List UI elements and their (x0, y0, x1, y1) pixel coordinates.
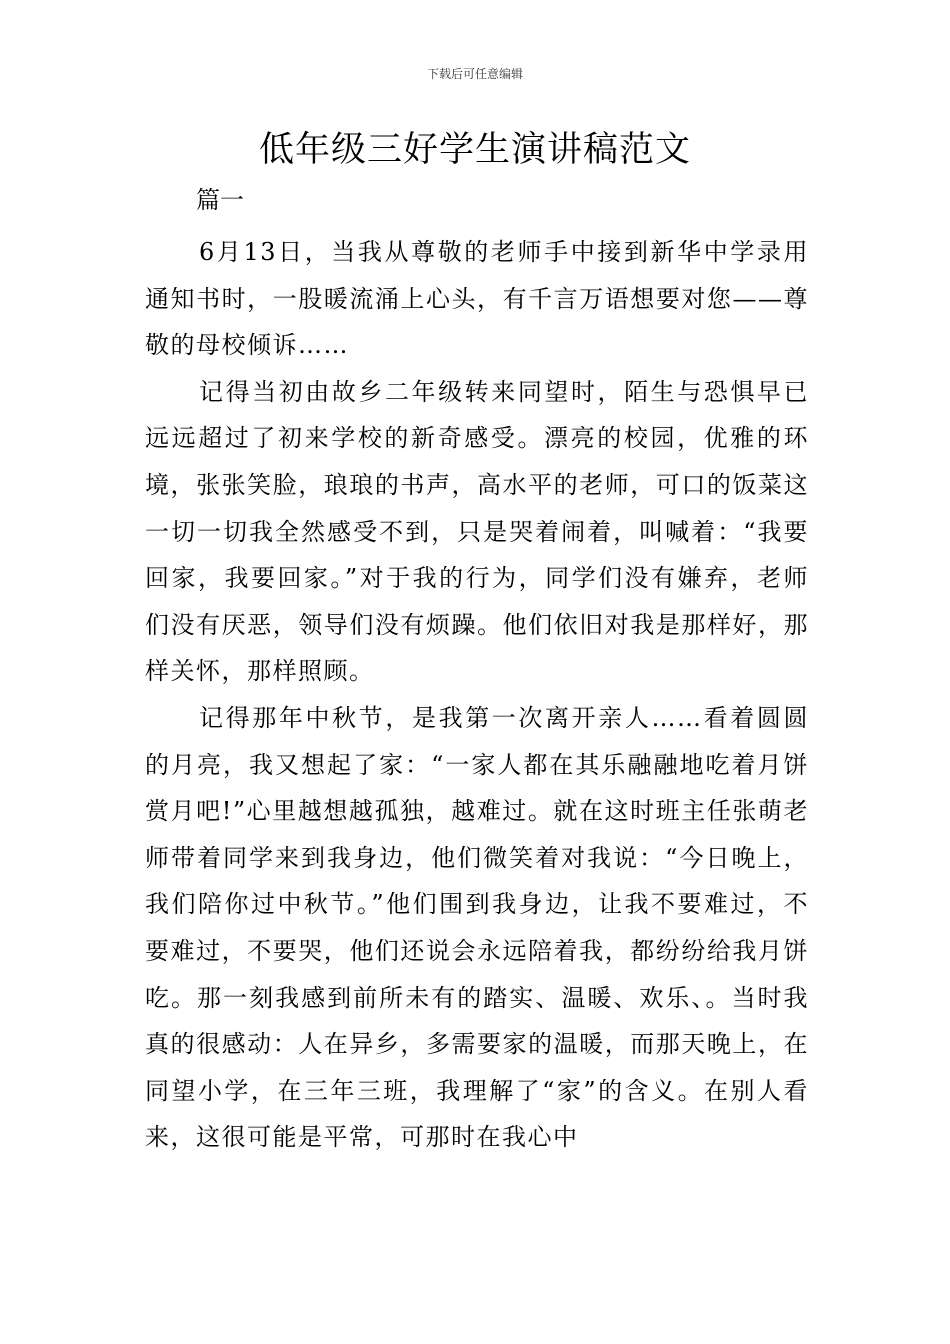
document-title: 低年级三好学生演讲稿范文 (258, 130, 691, 170)
header-note: 下载后可任意编辑 (426, 67, 523, 81)
paragraph-3: 记得那年中秋节，是我第一次离开亲人……看着圆圆的月亮，我又想起了家：“一家人都在其乐融融地吃着月饼赏月吧!”心里越想越孤独，越难过。就在这时班主任张萌老师带着同学来到我身边，他们微笑着对我说：“今日晚上，我们陪你过中秋节。”他们围到我身边，让我不要难过，不要难过，不要哭，他们还说会永远陪着我，都纷纷给我月饼吃。那一刻我感到前所未有的踏实、温暖、欢乐、。当时我真的很感动：人在异乡，多需要家的温暖，而那天晚上，在同望小学，在三年三班，我理解了“家”的含义。在别人看来，这很可能是平常，可那时在我心中 (145, 703, 809, 1152)
paragraph-1: 6月13日，当我从尊敬的老师手中接到新华中学录用通知书时，一股暖流涌上心头，有千言万语想要对您——尊敬的母校倾诉…… (145, 238, 809, 360)
section-label: 篇一 (196, 186, 244, 214)
paragraph-2: 记得当初由故乡二年级转来同望时，陌生与恐惧早已远远超过了初来学校的新奇感受。漂亮的校园，优雅的环境，张张笑脸，琅琅的书声，高水平的老师，可口的饭菜这一切一切我全然感受不到，只是哭着闹着，叫喊着：“我要回家，我要回家。”对于我的行为，同学们没有嫌弃，老师们没有厌恶，领导们没有烦躁。他们依旧对我是那样好，那样关怀，那样照顾。 (145, 377, 809, 686)
document-body (145, 229, 809, 1161)
